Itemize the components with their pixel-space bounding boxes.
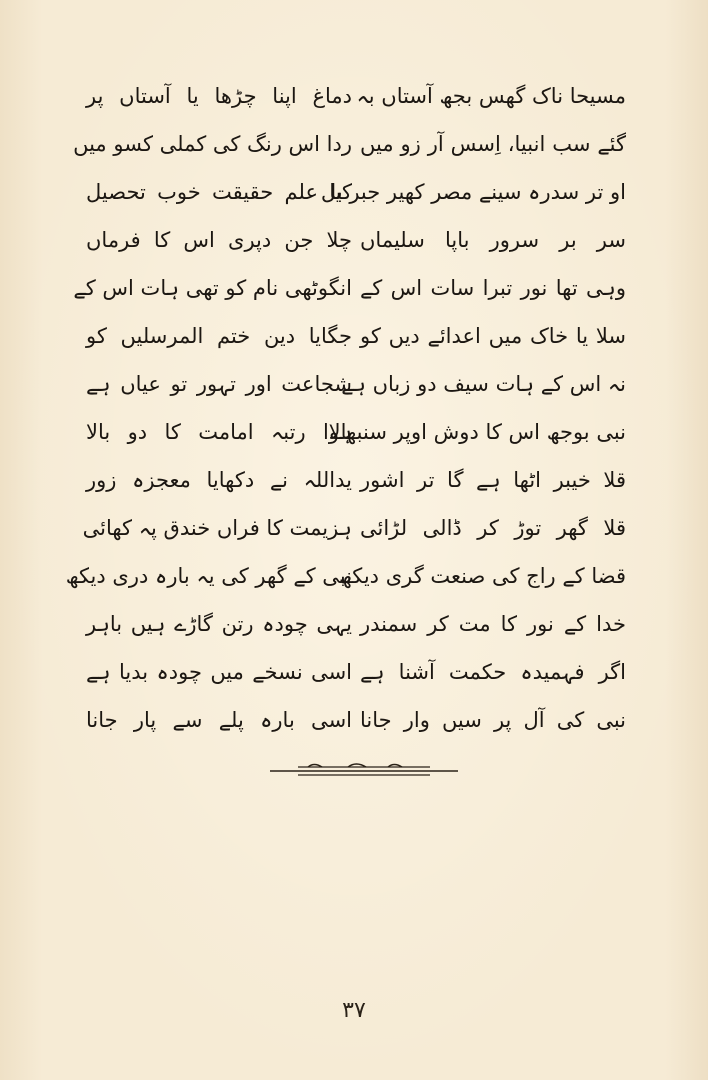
misra-first: وہی تھا نور تبرا سات اس کے [360,276,626,300]
misra-first: او تر سدرہ سینے مصر کھیر جبر بل [320,180,626,204]
page-number: ۳۷ [342,998,366,1023]
couplet [82,72,630,120]
misra-first: نہ اس کے ہات سیف دو زباں ہے [341,372,626,396]
couplet [82,312,630,360]
misra-second: اسی بارہ پلے سے پار جانا [86,708,352,732]
misra-second: انگوٹھی نام کو تھی ہات اس کے [73,276,352,300]
misra-second: چلا جن دپری اس کا فرماں [86,228,352,252]
misra-second: اسی نسخے میں چودہ بدیا ہے [86,660,352,684]
misra-first: قضا کے راج کی صنعت گری دیکھ [338,564,626,588]
misra-second: جگایا دین ختم المرسلیں کو [86,324,352,348]
misra-first: نبی بوجھ اس کا دوش اوپر سنبھالا [328,420,626,444]
verse-block [65,72,630,744]
misra-first: نبی کی آل پر سیں وار جانا [360,708,626,732]
couplet [82,216,630,264]
misra-second: ہوا رتبہ امامت کا دو بالا [86,420,352,444]
misra-second: یہی چودہ رتن گاڑے ہیں باہر [86,612,352,636]
couplet [82,168,630,216]
couplet [82,696,630,744]
misra-second: نبی کے گھر کی یہ بارہ دری دیکھ [65,564,352,588]
couplet [73,264,630,312]
misra-first: سر بر سرور باپا سلیماں [360,228,626,252]
misra-first: اگر فہمیدہ حکمت آشنا ہے [360,660,626,684]
misra-first: گئے سب انبیا، اِسس آر زو میں [360,132,626,156]
couplet [82,360,630,408]
misra-second: کیا علم حقیقت خوب تحصیل [86,180,352,204]
misra-first: قلا خیبر اٹھا ہے گا تر اشور [360,468,626,492]
misra-first: مسیحا ناک گھس بجھ آستاں بہ [356,84,626,108]
misra-first: خدا کے نور کا مت کر سمندر [360,612,626,636]
couplet [73,120,630,168]
misra-second: شجاعت اور تہور تو عیاں ہے [86,372,352,396]
misra-second: یداللہ نے دکھایا معجزہ زور [86,468,352,492]
misra-second: دماغ اپنا چڑھا یا آستاں پر [86,84,352,108]
misra-first: سلا یا خاک میں اعدائے دیں کو [360,324,626,348]
couplet [82,504,630,552]
couplet [82,456,630,504]
couplet [65,552,630,600]
couplet [82,648,630,696]
misra-second: ردا اس رنگ کی کملی کسو میں [73,132,352,156]
section-divider-ornament [268,760,460,780]
misra-first: قلا گھر توڑ کر ڈالی لڑائی [360,516,626,540]
couplet [82,600,630,648]
couplet [82,408,630,456]
misra-second: ہزیمت کا فراں خندق پہ کھائی [82,516,352,540]
